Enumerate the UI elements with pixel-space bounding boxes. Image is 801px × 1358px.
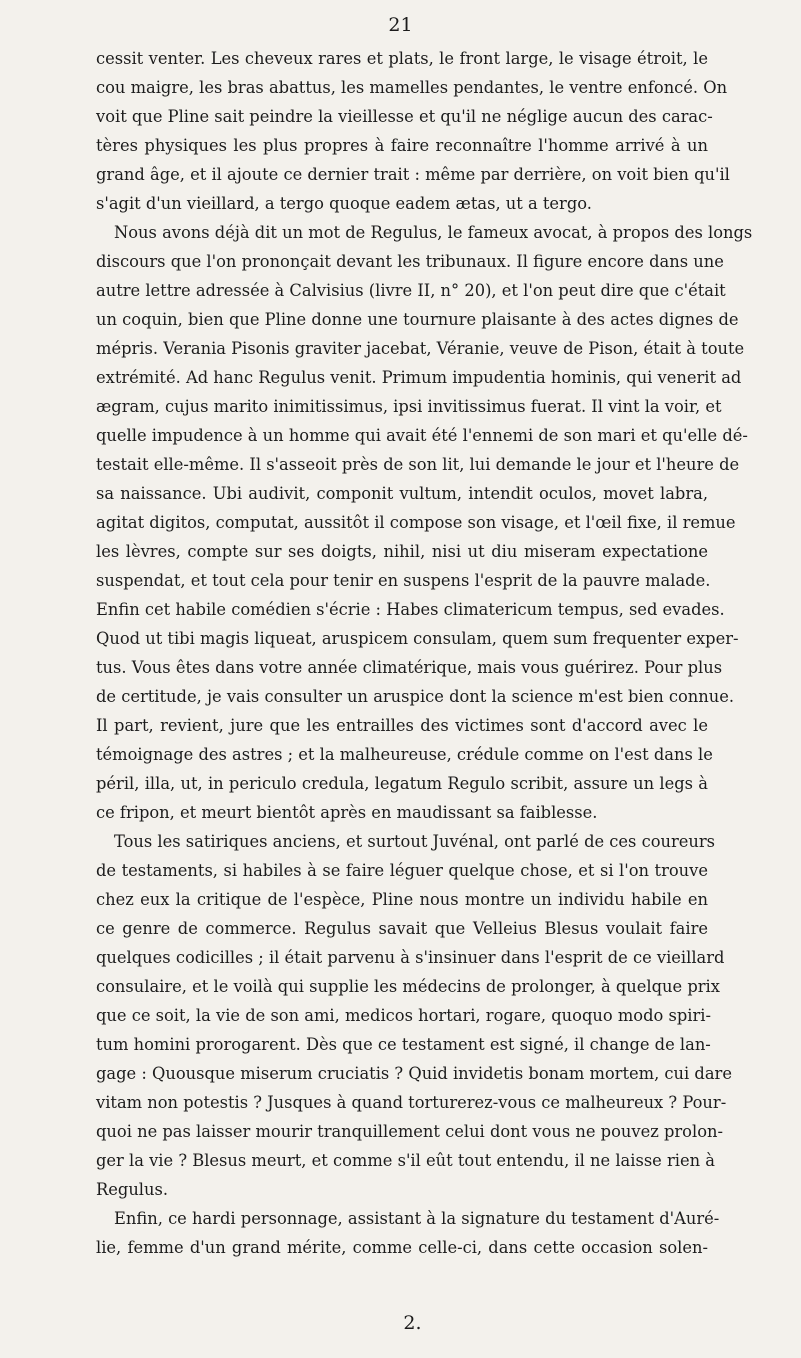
- text-line: de certitude, je vais consulter un aruspice dont la science m'est bien connue.: [96, 687, 735, 706]
- page-number: 21: [388, 14, 413, 36]
- text-line: sa naissance. Ubi audivit, componit vultum, intendit oculos, movet labra,: [96, 484, 708, 503]
- text-line: ce genre de commerce. Regulus savait que Velleius Blesus voulait faire: [96, 919, 708, 938]
- text-line: voit que Pline sait peindre la vieillesse et qu'il ne néglige aucun des carac-: [96, 107, 713, 126]
- text-line: Nous avons déjà dit un mot de Regulus, le fameux avocat, à propos des longs: [114, 223, 753, 242]
- text-line: les lèvres, compte sur ses doigts, nihil, nisi ut diu miseram expectatione: [96, 542, 708, 561]
- text-line: gage : Quousque miserum cruciatis ? Quid invidetis bonam mortem, cui dare: [96, 1064, 732, 1083]
- text-line: s'agit d'un vieillard, a tergo quoque eadem ætas, ut a tergo.: [96, 194, 592, 213]
- text-line: mépris. Verania Pisonis graviter jacebat, Véranie, veuve de Pison, était à toute: [96, 339, 745, 358]
- text-line: consulaire, et le voilà qui supplie les médecins de prolonger, à quelque prix: [96, 977, 720, 996]
- text-line: extrémité. Ad hanc Regulus venit. Primum impudentia hominis, qui venerit ad: [96, 368, 742, 387]
- text-line: quelle impudence à un homme qui avait été l'ennemi de son mari et qu'elle dé-: [96, 426, 748, 445]
- text-line: tères physiques les plus propres à faire reconnaître l'homme arrivé à un: [96, 136, 708, 155]
- text-line: de testaments, si habiles à se faire léguer quelque chose, et si l'on trouve: [96, 861, 708, 880]
- text-line: péril, illa, ut, in periculo credula, legatum Regulo scribit, assure un legs à: [96, 774, 708, 793]
- text-line: chez eux la critique de l'espèce, Pline nous montre un individu habile en: [96, 890, 708, 909]
- text-line: vitam non potestis ? Jusques à quand torturerez-vous ce malheureux ? Pour-: [96, 1093, 727, 1112]
- body-text: [96, 44, 753, 1262]
- text-line: Enfin cet habile comédien s'écrie : Habes climatericum tempus, sed evades.: [96, 600, 725, 619]
- text-line: quelques codicilles ; il était parvenu à s'insinuer dans l'esprit de ce vieillard: [96, 948, 725, 967]
- text-line: un coquin, bien que Pline donne une tournure plaisante à des actes dignes de: [96, 310, 739, 329]
- text-line: tum homini prorogarent. Dès que ce testament est signé, il change de lan-: [96, 1035, 711, 1054]
- text-line: Tous les satiriques anciens, et surtout Juvénal, ont parlé de ces coureurs: [114, 832, 716, 851]
- text-line: que ce soit, la vie de son ami, medicos hortari, rogare, quoquo modo spiri-: [96, 1006, 711, 1025]
- text-line: Regulus.: [96, 1180, 169, 1199]
- text-line: tus. Vous êtes dans votre année climatérique, mais vous guérirez. Pour plus: [96, 658, 723, 677]
- text-line: grand âge, et il ajoute ce dernier trait : même par derrière, on voit bien qu'il: [96, 165, 730, 184]
- text-line: autre lettre adressée à Calvisius (livre II, n° 20), et l'on peut dire que c'était: [96, 281, 726, 300]
- text-line: ce fripon, et meurt bientôt après en maudissant sa faiblesse.: [96, 803, 598, 822]
- text-line: témoignage des astres ; et la malheureuse, crédule comme on l'est dans le: [96, 745, 713, 764]
- text-line: suspendat, et tout cela pour tenir en suspens l'esprit de la pauvre malade.: [96, 571, 711, 590]
- signature-mark: 2.: [403, 1312, 422, 1334]
- text-line: lie, femme d'un grand mérite, comme celle-ci, dans cette occasion solen-: [96, 1238, 708, 1257]
- text-line: Enfin, ce hardi personnage, assistant à la signature du testament d'Auré-: [114, 1209, 720, 1228]
- text-line: testait elle-même. Il s'asseoit près de son lit, lui demande le jour et l'heure de: [96, 455, 740, 474]
- text-line: discours que l'on prononçait devant les tribunaux. Il figure encore dans une: [96, 252, 724, 271]
- text-line: agitat digitos, computat, aussitôt il compose son visage, et l'œil fixe, il remue: [96, 513, 736, 532]
- text-line: quoi ne pas laisser mourir tranquillement celui dont vous ne pouvez prolon-: [96, 1122, 723, 1141]
- text-line: cessit venter. Les cheveux rares et plats, le front large, le visage étroit, le: [96, 49, 708, 68]
- text-line: Quod ut tibi magis liqueat, aruspicem consulam, quem sum frequenter exper-: [96, 629, 739, 648]
- text-line: ægram, cujus marito inimitissimus, ipsi invitissimus fuerat. Il vint la voir, et: [96, 397, 722, 416]
- text-line: ger la vie ? Blesus meurt, et comme s'il eût tout entendu, il ne laisse rien à: [96, 1151, 715, 1170]
- text-line: Il part, revient, jure que les entrailles des victimes sont d'accord avec le: [96, 716, 708, 735]
- text-line: cou maigre, les bras abattus, les mamelles pendantes, le ventre enfoncé. On: [96, 78, 728, 97]
